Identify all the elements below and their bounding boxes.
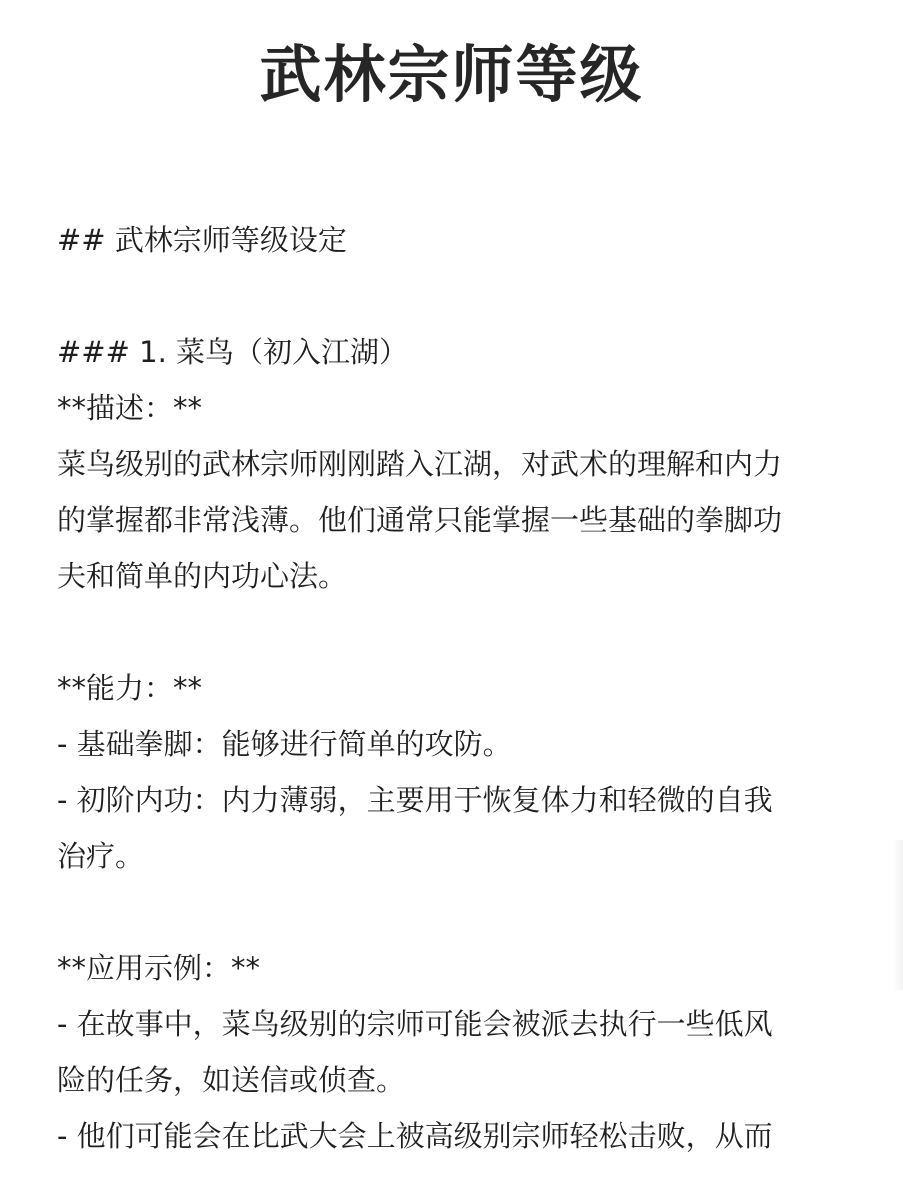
description-label: **描述：** — [57, 391, 203, 425]
subsection-heading: ### 1. 菜鸟（初入江湖） — [57, 335, 409, 369]
ability-label: **能力：** — [57, 671, 203, 705]
example-list-item: - 在故事中，菜鸟级别的宗师可能会被派去执行一些低风 — [57, 1007, 773, 1041]
scroll-edge-shadow — [893, 840, 903, 990]
ability-list-item: - 初阶内功：内力薄弱，主要用于恢复体力和轻微的自我 — [57, 783, 773, 817]
example-label: **应用示例：** — [57, 951, 261, 985]
ability-list-item: - 基础拳脚：能够进行简单的攻防。 — [57, 727, 512, 761]
description-text-line: 的掌握都非常浅薄。他们通常只能掌握一些基础的拳脚功 — [57, 503, 783, 537]
section-heading: ## 武林宗师等级设定 — [57, 223, 347, 257]
example-list-item-continued: 险的任务，如送信或侦查。 — [57, 1063, 406, 1097]
blank-line — [57, 268, 857, 324]
ability-list-item-continued: 治疗。 — [57, 839, 145, 873]
description-text-line: 菜鸟级别的武林宗师刚刚踏入江湖，对武术的理解和内力 — [57, 447, 783, 481]
example-list-item: - 他们可能会在比武大会上被高级别宗师轻松击败，从而 — [57, 1119, 773, 1153]
blank-line — [57, 884, 857, 940]
blank-line — [57, 604, 857, 660]
page-title: 武林宗师等级 — [259, 38, 644, 111]
document-body — [57, 212, 857, 1164]
description-text-line: 夫和简单的内功心法。 — [57, 559, 348, 593]
